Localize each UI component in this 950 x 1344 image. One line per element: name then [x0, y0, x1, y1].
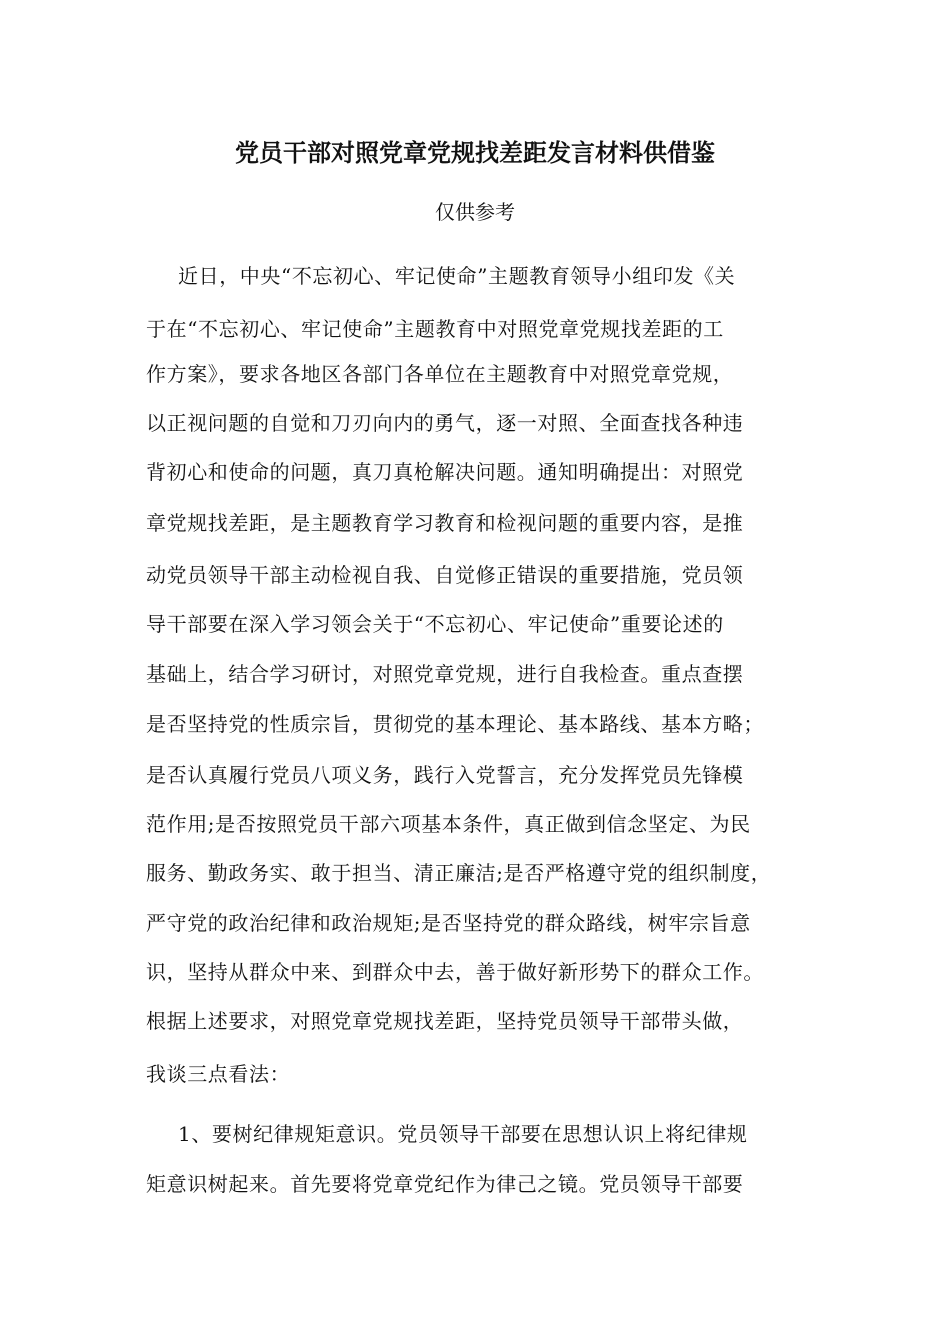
body-line: 识，坚持从群众中来、到群众中去，善于做好新形势下的群众工作。	[146, 960, 764, 984]
body-line: 根据上述要求，对照党章党规找差距，坚持党员领导干部带头做，	[146, 1009, 744, 1033]
body-line: 服务、勤政务实、敢于担当、清正廉洁;是否严格遵守党的组织制度，	[146, 861, 772, 885]
document-subtitle: 仅供参考	[435, 200, 515, 224]
body-line: 1、要树纪律规矩意识。党员领导干部要在思想认识上将纪律规	[178, 1122, 748, 1146]
body-line: 导干部要在深入学习领会关于“不忘初心、牢记使命”重要论述的	[146, 612, 724, 636]
body-line: 基础上，结合学习研讨，对照党章党规，进行自我检查。重点查摆	[146, 662, 744, 686]
body-line: 动党员领导干部主动检视自我、自觉修正错误的重要措施，党员领	[146, 563, 744, 587]
body-line: 作方案》，要求各地区各部门各单位在主题教育中对照党章党规，	[146, 362, 734, 386]
body-line: 近日，中央“不忘初心、牢记使命”主题教育领导小组印发《关	[178, 264, 736, 288]
body-line: 章党规找差距，是主题教育学习教育和检视问题的重要内容，是推	[146, 511, 744, 535]
body-line: 严守党的政治纪律和政治规矩;是否坚持党的群众路线，树牢宗旨意	[146, 911, 751, 935]
body-line: 是否认真履行党员八项义务，践行入党誓言，充分发挥党员先锋模	[146, 763, 744, 787]
body-line: 矩意识树起来。首先要将党章党纪作为律己之镜。党员领导干部要	[146, 1172, 744, 1196]
document-title: 党员干部对照党章党规找差距发言材料供借鉴	[235, 139, 715, 167]
body-line: 我谈三点看法：	[146, 1062, 291, 1086]
body-line: 于在“不忘初心、牢记使命”主题教育中对照党章党规找差距的工	[146, 317, 724, 341]
body-line: 背初心和使命的问题，真刀真枪解决问题。通知明确提出：对照党	[146, 460, 744, 484]
body-line: 以正视问题的自觉和刀刃向内的勇气，逐一对照、全面查找各种违	[146, 411, 744, 435]
body-line: 范作用;是否按照党员干部六项基本条件，真正做到信念坚定、为民	[146, 812, 751, 836]
body-line: 是否坚持党的性质宗旨，贯彻党的基本理论、基本路线、基本方略；	[146, 712, 764, 736]
